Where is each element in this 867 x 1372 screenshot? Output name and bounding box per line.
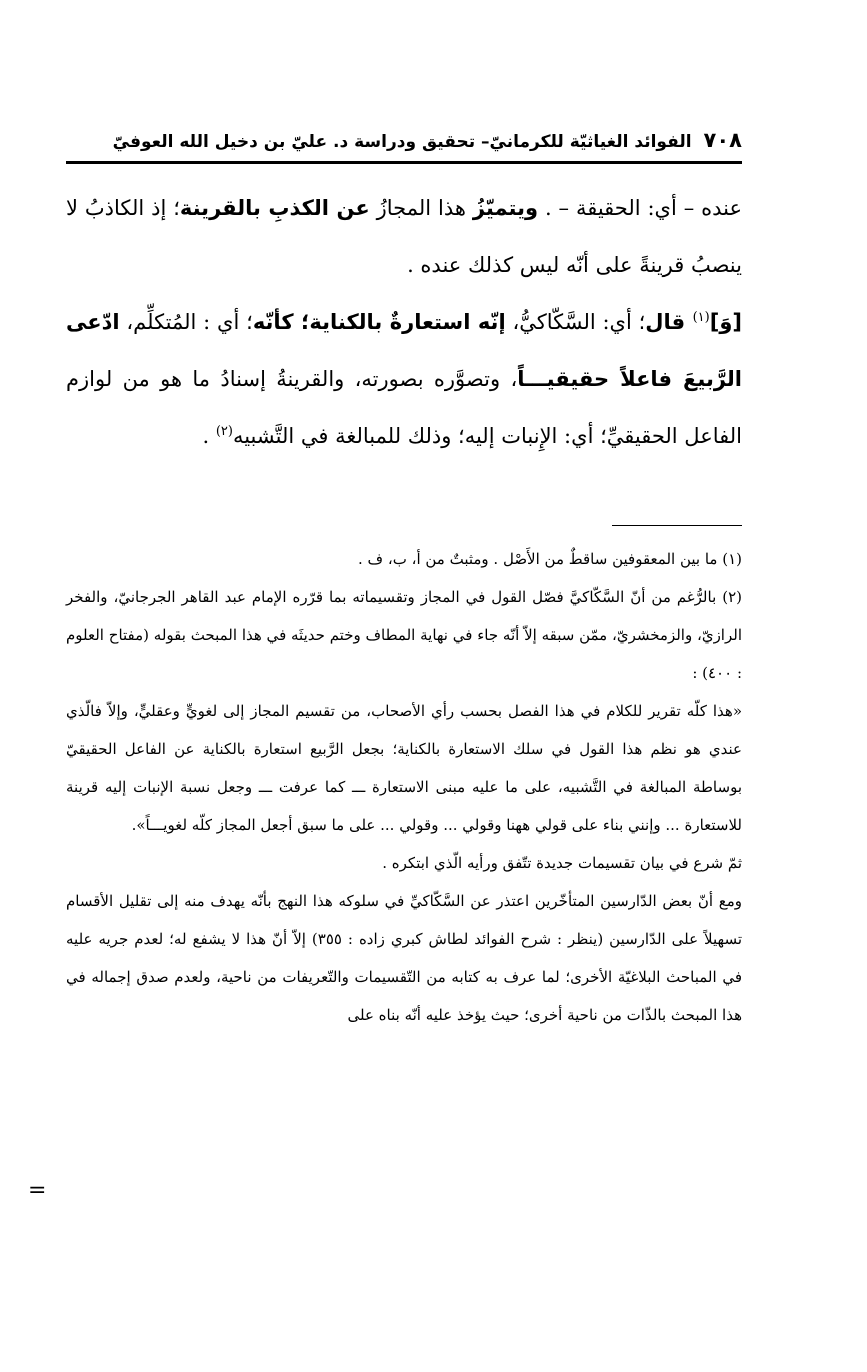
footnote-ref-2: (٢) <box>215 424 233 439</box>
footnote-ref-1: (١) <box>692 310 710 325</box>
running-title: الفوائد الغياثيّة للكرمانيّ– تحقيق ودراسة د. عليّ بن دخيل الله العوفيّ <box>112 132 692 152</box>
footnote-1: (١) ما بين المعقوفين ساقطٌ من الأَصْل . ومثبتٌ من أ، ب، ف . <box>358 550 742 568</box>
page-number: ٧٠٨ <box>703 128 742 152</box>
running-header <box>66 128 742 152</box>
footnote-2: (٢) بالرُّغم من أنّ السَّكّاكيَّ فصّل القول في المجاز وتقسيماته بما قرّره الإمام عبد القاهر الجرجانيّ، والفخر الرازيّ، والزمخشريّ، ممّن سبقه إلاّ أنّه جاء في نهاية المطاف وختم حديثَه في هذا المبحث بقوله (مفتاح العلوم : ٤٠٠) : <box>66 588 742 682</box>
continuation-mark: = <box>28 1178 47 1203</box>
footnote-paragraph-2: ومع أنّ بعض الدّارسين المتأخّرين اعتذر عن السَّكّاكيِّ في سلوكه هذا النهج بأنّه يهدف منه إلى تقليل الأقسام تسهيلاً على الدّارسين (ينظر : شرح الفوائد لطاش كبري زاده : ٣٥٥) إلاّ أنّ هذا لا يشفع له؛ لعدم جريه عليه في المباحث البلاغيّة الأخرى؛ لما عرف به كتابه من التّقسيمات والتّعريفات من ناحية، ولعدم صدق إجماله في هذا المبحث بالذّات من ناحية أخرى؛ حيث يؤخذ عليه أنّه بناه على <box>66 892 742 1024</box>
main-paragraph-1: عنده – أي: الحقيقة – . ويتميّزُ هذا المجازُ عن الكذبِ بالقرينة؛ إذ الكاذبُ لا ينصبُ قرينةً على أنّه ليس كذلك عنده . <box>66 196 742 277</box>
footnote-rule <box>612 525 742 526</box>
footnotes <box>66 540 742 1034</box>
main-paragraph-2: [وَ]$^{(١)}$ قال؛ أي: السَّكّاكيُّ، إنّه استعارةٌ بالكناية؛ كأنّه؛ أي : المُتكلِّم، ادّعى الرَّبيعَ فاعلاً حقيقيـــاً، وتصوَّره بصورته، والقرينةُ إسنادُ ما هو من لوازم الفاعل الحقيقيِّ؛ أي: الإِنبات إليه؛ وذلك للمبالغة في التَّشبيه$^{(٢)}$ . <box>66 310 742 448</box>
footnote-quote: «هذا كلّه تقرير للكلام في هذا الفصل بحسب رأي الأصحاب، من تقسيم المجاز إلى لغويٍّ وعقليٍّ، وإلاّ فالّذي عندي هو نظم هذا القول في سلك الاستعارة بالكناية؛ بجعل الرَّبيع استعارة بالكناية عن الفاعل الحقيقيّ بوساطة المبالغة في التَّشبيه، على ما عليه مبنى الاستعارة ـــ كما عرفت ـــ وجعل نسبة الإنبات إليه قرينة للاستعارة ... وإنني بناء على قولي ههنا وقولي ... وقولي ... على ما سبق أجعل المجاز كلّه لغويـــاً». <box>66 702 742 834</box>
footnote-after-quote: ثمّ شرع في بيان تقسيمات جديدة تتّفق ورأيه الّذي ابتكره . <box>382 854 742 872</box>
header-rule <box>66 161 742 164</box>
main-text <box>66 180 742 465</box>
